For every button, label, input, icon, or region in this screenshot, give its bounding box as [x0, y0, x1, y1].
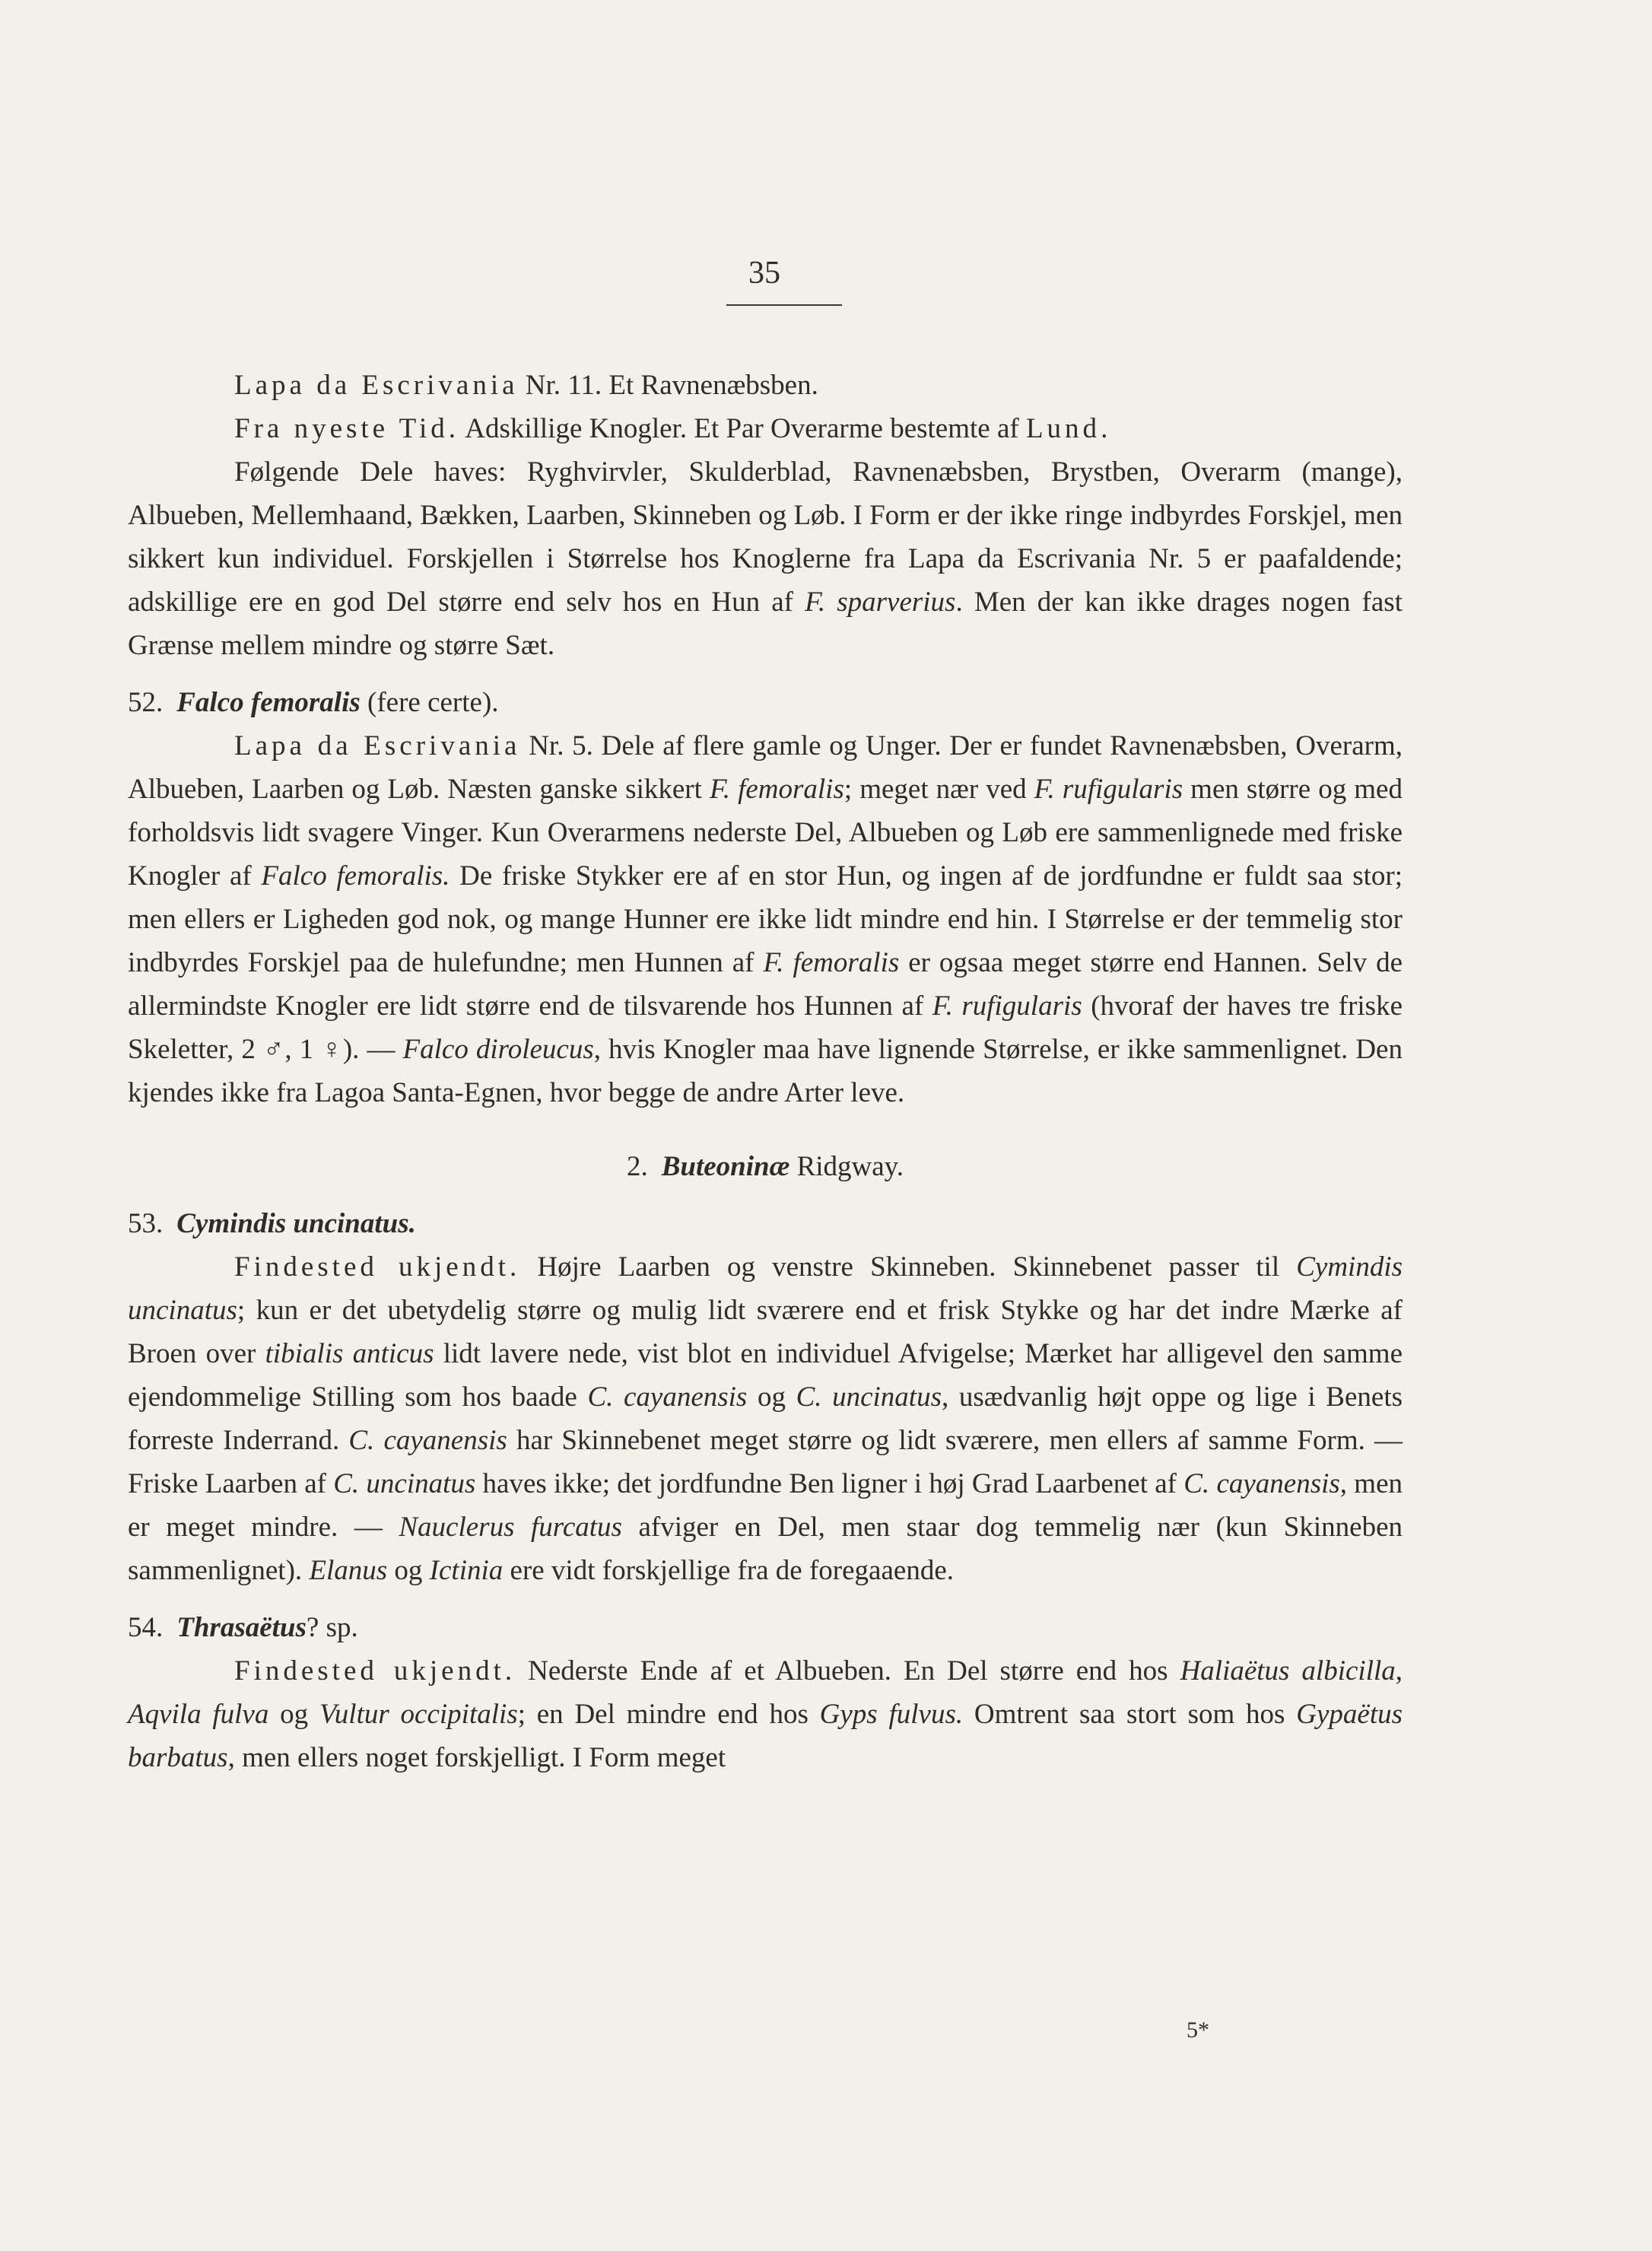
entry-note: (fere certe).: [360, 687, 499, 718]
species-name: Nauclerus furcatus: [399, 1512, 622, 1543]
section-author: Ridgway.: [789, 1151, 904, 1182]
text: , usædvanlig højt oppe og lige i Benets forreste Inderrand.: [128, 1381, 1403, 1456]
text: Nr. 11. Et Ravnenæbsben.: [518, 370, 818, 401]
text: haves ikke; det jordfundne Ben ligner i høj Grad Laarbenet af: [475, 1468, 1184, 1499]
text: .: [1101, 413, 1108, 444]
entry-52: [128, 681, 1403, 724]
entry-note: ? sp.: [306, 1612, 358, 1643]
entry-number: 52.: [128, 687, 164, 718]
entry-53: [128, 1202, 1403, 1245]
entry-54: [128, 1606, 1403, 1649]
species-name: Falco diroleucus: [402, 1034, 594, 1065]
lead: Fra nyeste Tid.: [234, 413, 460, 444]
species-name: F. rufigularis: [1034, 774, 1183, 805]
section-number: 2.: [626, 1151, 648, 1182]
page-number: 35: [748, 256, 780, 291]
text: lidt lavere nede, vist blot en individuel Afvigelse; Mærket har alligevel den samme ejendommelige Stilling som hos baade: [128, 1338, 1403, 1413]
text: De friske Stykker ere af en stor Hun, og ingen af de jordfundne er fuldt saa stor; men ellers er Ligheden god nok, og mange Hunner ere ikke lidt mindre end hin. I Størrelse er der temmelig stor indbyrdes Forskjel paa de hulefundne; men Hunnen af: [128, 860, 1403, 978]
species-name: Cymindis uncinatus: [128, 1251, 1403, 1326]
species-name: Gyps fulvus.: [819, 1699, 964, 1730]
text: ; en Del mindre end hos: [517, 1699, 820, 1730]
text: , men ellers noget forskjelligt. I Form meget: [227, 1742, 726, 1773]
species-name: F. femoralis: [709, 774, 844, 805]
text: Nederste Ende af et Albueben. En Del større end hos: [516, 1655, 1180, 1687]
text: men større og med forholdsvis lidt svagere Vinger. Kun Overarmens nederste Del, Albueben og Løb ere sammenlignede med friske Knogler af: [128, 774, 1403, 892]
text: Højre Laarben og venstre Skinneben. Skinnebenet passer til: [520, 1251, 1297, 1283]
species-name: F. femoralis: [763, 947, 900, 978]
section-name: Buteoninæ: [661, 1151, 790, 1182]
text: og: [268, 1699, 319, 1730]
species-name: C. uncinatus: [333, 1468, 476, 1499]
entry-name: Thrasaëtus: [176, 1612, 307, 1643]
entry-name: Falco femoralis: [176, 687, 361, 718]
entry-number: 53.: [128, 1208, 164, 1239]
paragraph-bones: [128, 450, 1403, 667]
text: ere vidt forskjellige fra de foregaaende.: [503, 1555, 954, 1586]
species-name: Haliaëtus albicilla: [1180, 1655, 1396, 1687]
text: og: [747, 1381, 796, 1413]
section-heading-buteoninae: [128, 1145, 1403, 1188]
species-name: Gypaëtus barbatus: [128, 1699, 1403, 1773]
species-name: F. rufigularis: [932, 990, 1082, 1022]
species-name: F. sparverius: [805, 587, 956, 618]
paragraph-thrasaetus: [128, 1649, 1403, 1779]
species-name: Falco femoralis.: [261, 860, 450, 892]
text: Nr. 5. Dele af flere gamle og Unger. Der er fundet Ravnenæbsben, Overarm, Albueben, Laarben og Løb. Næsten ganske sikkert: [128, 730, 1403, 805]
species-name: Ictinia: [429, 1555, 504, 1586]
species-name: C. cayanensis: [1183, 1468, 1340, 1499]
species-name: tibialis anticus: [265, 1338, 434, 1369]
author-lund: Lund: [1025, 413, 1101, 444]
entry-number: 54.: [128, 1612, 164, 1643]
species-name: Vultur occipitalis: [319, 1699, 518, 1730]
signature-mark: 5*: [1187, 2017, 1209, 2043]
text: afviger en Del, men staar dog temmelig nær (kun Skinneben sammenlignet).: [128, 1512, 1403, 1586]
body-text: [128, 364, 1403, 1779]
text: , hvis Knogler maa have lignende Størrelse, er ikke sammenlignet. Den kjendes ikke fra Lagoa Santa-Egnen, hvor begge de andre Arter leve.: [128, 1034, 1403, 1108]
text: Adskillige Knogler. Et Par Overarme bestemte af: [459, 413, 1026, 444]
paragraph-cymindis: [128, 1245, 1403, 1592]
text: Omtrent saa stort som hos: [963, 1699, 1297, 1730]
species-name: Aqvila fulva: [128, 1699, 269, 1730]
species-name: C. uncinatus: [796, 1381, 942, 1413]
page-number-rule: [726, 304, 842, 306]
text: og: [387, 1555, 430, 1586]
text: . Men der kan ikke drages nogen fast Grænse mellem mindre og større Sæt.: [128, 587, 1403, 661]
entry-name: Cymindis uncinatus.: [176, 1208, 416, 1239]
species-name: Elanus: [309, 1555, 388, 1586]
text: Følgende Dele haves: Ryghvirvler, Skulderblad, Ravnenæbsben, Brystben, Overarm (mange), Albueben, Mellemhaand, Bækken, Laarben, Skinneben og Løb. I Form er der ikke ringe indbyrdes Forskjel, men sikkert kun individuel. Forskjellen i Størrelse hos Knoglerne fra Lapa da Escrivania Nr. 5 er paafaldende; adskillige ere en god Del større end selv hos en Hun af: [128, 456, 1403, 618]
text: , men er meget mindre. —: [128, 1468, 1403, 1543]
species-name: C. cayanensis: [348, 1425, 507, 1456]
paragraph-recent-time: [128, 407, 1403, 450]
text: ,: [1395, 1655, 1403, 1687]
lead: Findested ukjendt.: [234, 1251, 521, 1283]
paragraph-lapa-11: [128, 364, 1403, 407]
paragraph-falco-femoralis: [128, 724, 1403, 1114]
text: er ogsaa meget større end Hannen. Selv de allermindste Knogler ere lidt større end de tilsvarende hos Hunnen af: [128, 947, 1403, 1022]
locality: Lapa da Escrivania: [234, 370, 519, 401]
text: ; kun er det ubetydelig større og mulig lidt sværere end et frisk Stykke og har det indre Mærke af Broen over: [128, 1295, 1403, 1369]
locality: Lapa da Escrivania: [234, 730, 521, 761]
text: (hvoraf der haves tre friske Skeletter, 2 ♂, 1 ♀). —: [128, 990, 1403, 1065]
species-name: C. cayanensis: [587, 1381, 748, 1413]
text: ; meget nær ved: [843, 774, 1034, 805]
lead: Findested ukjendt.: [234, 1655, 516, 1687]
text: har Skinnebenet meget større og lidt sværere, men ellers af samme Form. — Friske Laarben af: [128, 1425, 1403, 1499]
